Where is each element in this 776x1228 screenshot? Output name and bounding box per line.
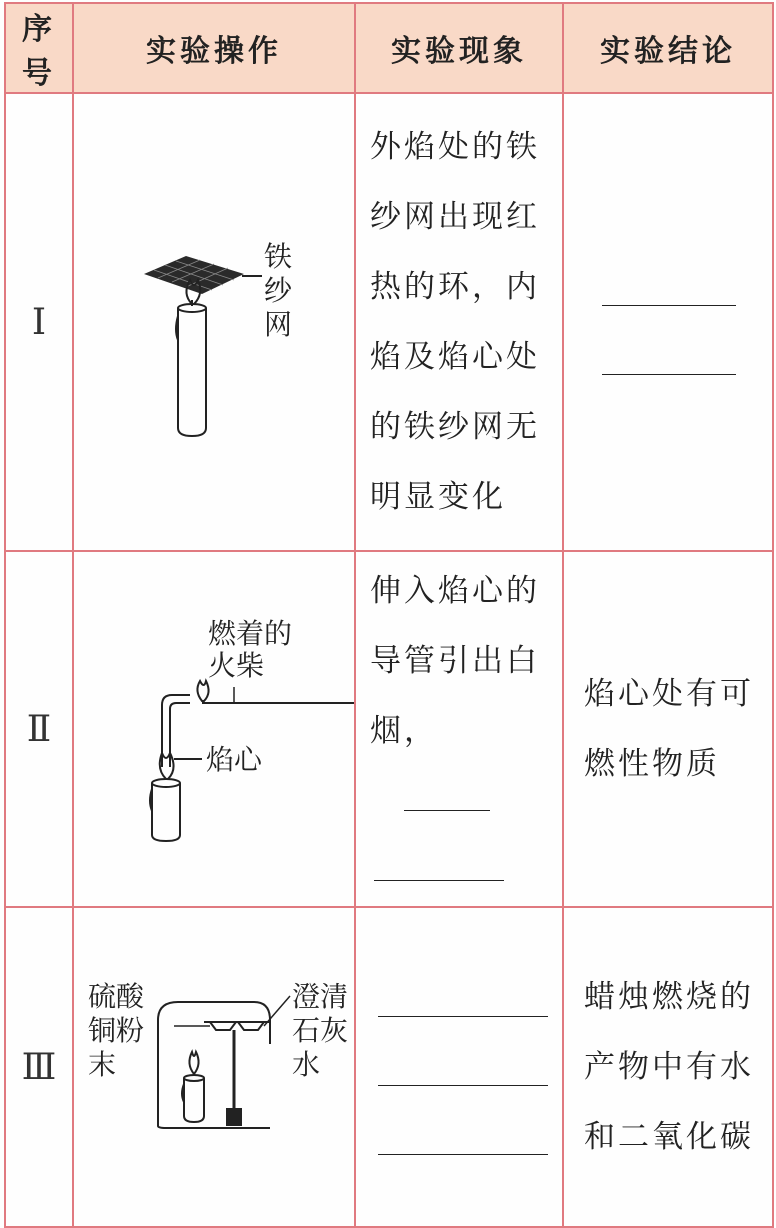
conclusion-line: 产物中有水 [584,1049,754,1085]
bell-jar-diagram [74,908,354,1226]
header-row [5,3,773,93]
iron-gauze-diagram [74,94,354,550]
answer-blank[interactable] [374,850,504,881]
candle-icon [182,1075,204,1122]
answer-blank[interactable] [602,269,736,306]
label-inner-flame: 焰心 [206,743,263,776]
flame-icon [189,1052,198,1074]
dish-icon [210,1022,236,1030]
phenomenon-cell-1 [355,93,563,551]
phenomenon-line: 导管引出白 [370,643,540,679]
label-iron: 铁 [264,240,293,273]
phenomenon-line: 的铁纱网无 [370,409,540,445]
conclusion-line: 和二氧化碳 [584,1119,754,1155]
conclusion-line: 蜡烛燃烧的 [584,979,754,1015]
answer-blank[interactable] [602,338,736,375]
answer-blank[interactable] [404,780,490,811]
label-gauze-2: 网 [264,308,293,341]
candle-icon [176,300,206,436]
label-limewater-1: 澄清 [292,980,349,1013]
conclusion-line: 燃性物质 [584,746,720,782]
label-limewater-3: 水 [292,1048,321,1081]
inner-flame-diagram [74,583,354,875]
experiment-table [4,2,774,1228]
conclusion-cell-1 [563,93,773,551]
phenomenon-line: 伸入焰心的 [370,573,540,609]
flame-icon [197,681,208,701]
phenomenon-line: 纱网出现红 [370,199,540,235]
iron-gauze-icon [144,256,244,294]
phenomenon-line: 明显变化 [370,479,506,515]
conclusion-line: 焰心处有可 [584,676,754,712]
header-conclusion: 实验结论 [563,3,773,93]
table-row [5,551,773,907]
phenomenon-cell-3 [355,907,563,1227]
tube-icon [162,695,190,767]
header-operation: 实验操作 [73,3,355,93]
phenomenon-line: 外焰处的铁 [370,129,540,165]
row-number: Ⅰ [5,93,73,551]
table-row [5,93,773,551]
candle-icon [150,779,180,841]
bell-jar-icon [158,1002,270,1126]
phenomenon-line: 焰及焰心处 [370,339,540,375]
label-limewater-2: 石灰 [292,1014,349,1047]
label-copper-sulfate-1: 硫酸 [88,980,145,1013]
row-number: Ⅱ [5,551,73,907]
conclusion-cell-2 [563,551,773,907]
phenomenon-line: 烟， [370,713,438,749]
operation-diagram-1 [73,93,355,551]
row-number: Ⅲ [5,907,73,1227]
answer-blank[interactable] [378,1049,548,1086]
conclusion-cell-3 [563,907,773,1227]
phenomenon-cell-2 [355,551,563,907]
operation-diagram-3 [73,907,355,1227]
header-index: 序号 [5,3,73,93]
answer-blank[interactable] [378,1118,548,1155]
label-copper-sulfate-3: 末 [88,1048,117,1081]
label-burning-match-2: 火柴 [208,649,265,682]
label-copper-sulfate-2: 铜粉 [88,1014,145,1047]
label-burning-match-1: 燃着的 [208,617,293,650]
table-row [5,907,773,1227]
answer-blank[interactable] [378,980,548,1017]
phenomenon-line: 热的环，内 [370,269,540,305]
label-gauze-1: 纱 [264,274,293,307]
dish-icon [238,1022,264,1030]
operation-diagram-2 [73,551,355,907]
header-phenomenon: 实验现象 [355,3,563,93]
